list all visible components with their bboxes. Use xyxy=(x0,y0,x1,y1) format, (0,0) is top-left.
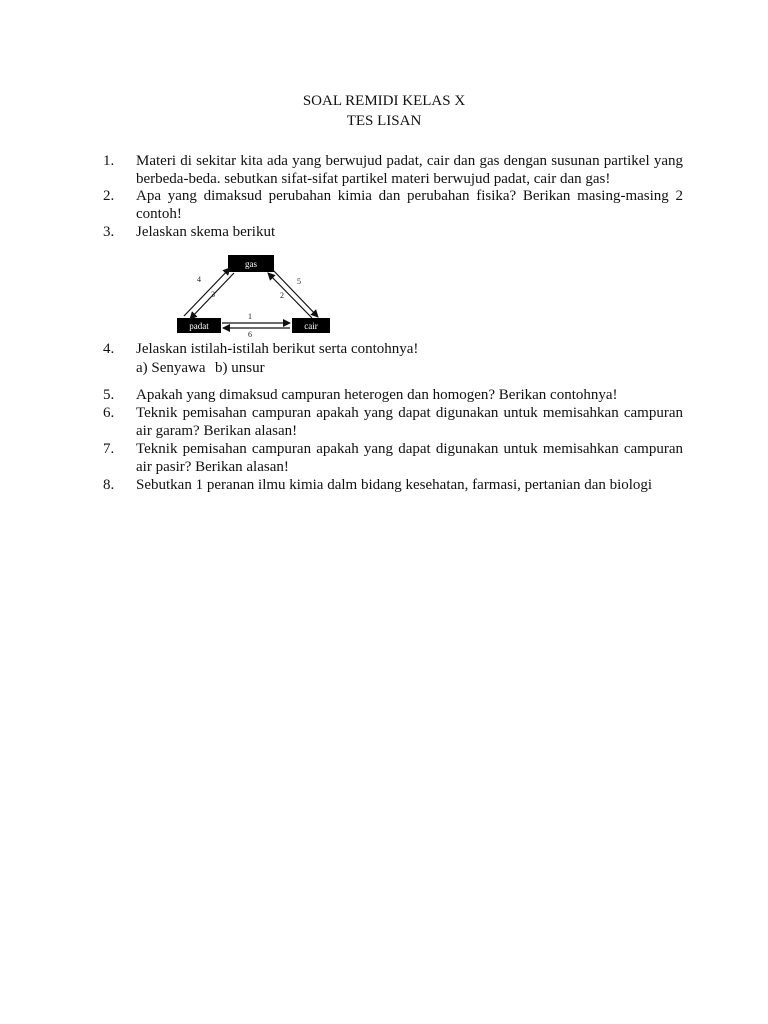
question-3 xyxy=(103,223,683,241)
node-cair-label: cair xyxy=(304,321,318,331)
document-title: SOAL REMIDI KELAS X xyxy=(302,93,466,109)
question-text: Sebutkan 1 peranan ilmu kimia dalm bidang kesehatan, farmasi, pertanian dan biologi xyxy=(136,477,653,493)
option-a: a) Senyawa xyxy=(136,360,206,376)
question-number: 3. xyxy=(103,224,115,240)
question-2 xyxy=(103,187,683,223)
arrow-label-6: 6 xyxy=(248,330,252,338)
node-gas-label: gas xyxy=(245,259,257,269)
node-padat xyxy=(177,318,221,333)
question-text: Jelaskan skema berikut xyxy=(136,224,276,240)
question-7 xyxy=(103,440,683,476)
question-5 xyxy=(103,386,683,404)
arrow-label-1: 1 xyxy=(248,312,252,321)
question-6 xyxy=(103,404,683,440)
question-number: 7. xyxy=(103,441,115,457)
document-subtitle: TES LISAN xyxy=(346,113,422,129)
question-number: 4. xyxy=(103,341,115,357)
question-text: Teknik pemisahan campuran apakah yang dapat digunakan untuk memisahkan campuran air garam? Berikan alasan! xyxy=(136,405,683,439)
arrow-label-3: 3 xyxy=(211,290,215,299)
arrow-label-4: 4 xyxy=(197,275,201,284)
question-number: 5. xyxy=(103,387,115,403)
question-number: 6. xyxy=(103,405,115,421)
question-1 xyxy=(103,152,683,188)
question-text: Apa yang dimaksud perubahan kimia dan perubahan fisika? Berikan masing-masing 2 contoh! xyxy=(136,188,683,222)
arrow-label-5: 5 xyxy=(297,277,301,286)
node-cair xyxy=(292,318,330,333)
arrow-5 xyxy=(272,269,318,317)
question-text: Teknik pemisahan campuran apakah yang dapat digunakan untuk memisahkan campuran air pasir? Berikan alasan! xyxy=(136,441,683,475)
question-number: 8. xyxy=(103,477,115,493)
question-4 xyxy=(103,340,683,377)
arrow-label-2: 2 xyxy=(280,291,284,300)
state-change-diagram xyxy=(138,246,363,338)
node-padat-label: padat xyxy=(189,321,209,331)
question-options xyxy=(136,359,683,377)
arrow-4 xyxy=(184,268,230,316)
node-gas xyxy=(228,255,274,272)
question-text: Apakah yang dimaksud campuran heterogen dan homogen? Berikan contohnya! xyxy=(136,387,618,403)
question-text: Jelaskan istilah-istilah berikut serta contohnya! xyxy=(136,341,419,357)
question-text: Materi di sekitar kita ada yang berwujud padat, cair dan gas dengan susunan partikel yang berbeda-beda. sebutkan sifat-sifat partikel materi berwujud padat, cair dan gas! xyxy=(136,153,683,187)
arrow-2 xyxy=(268,273,312,318)
option-b: b) unsur xyxy=(215,360,265,376)
question-number: 1. xyxy=(103,153,115,169)
question-8 xyxy=(103,476,683,494)
question-number: 2. xyxy=(103,188,115,204)
